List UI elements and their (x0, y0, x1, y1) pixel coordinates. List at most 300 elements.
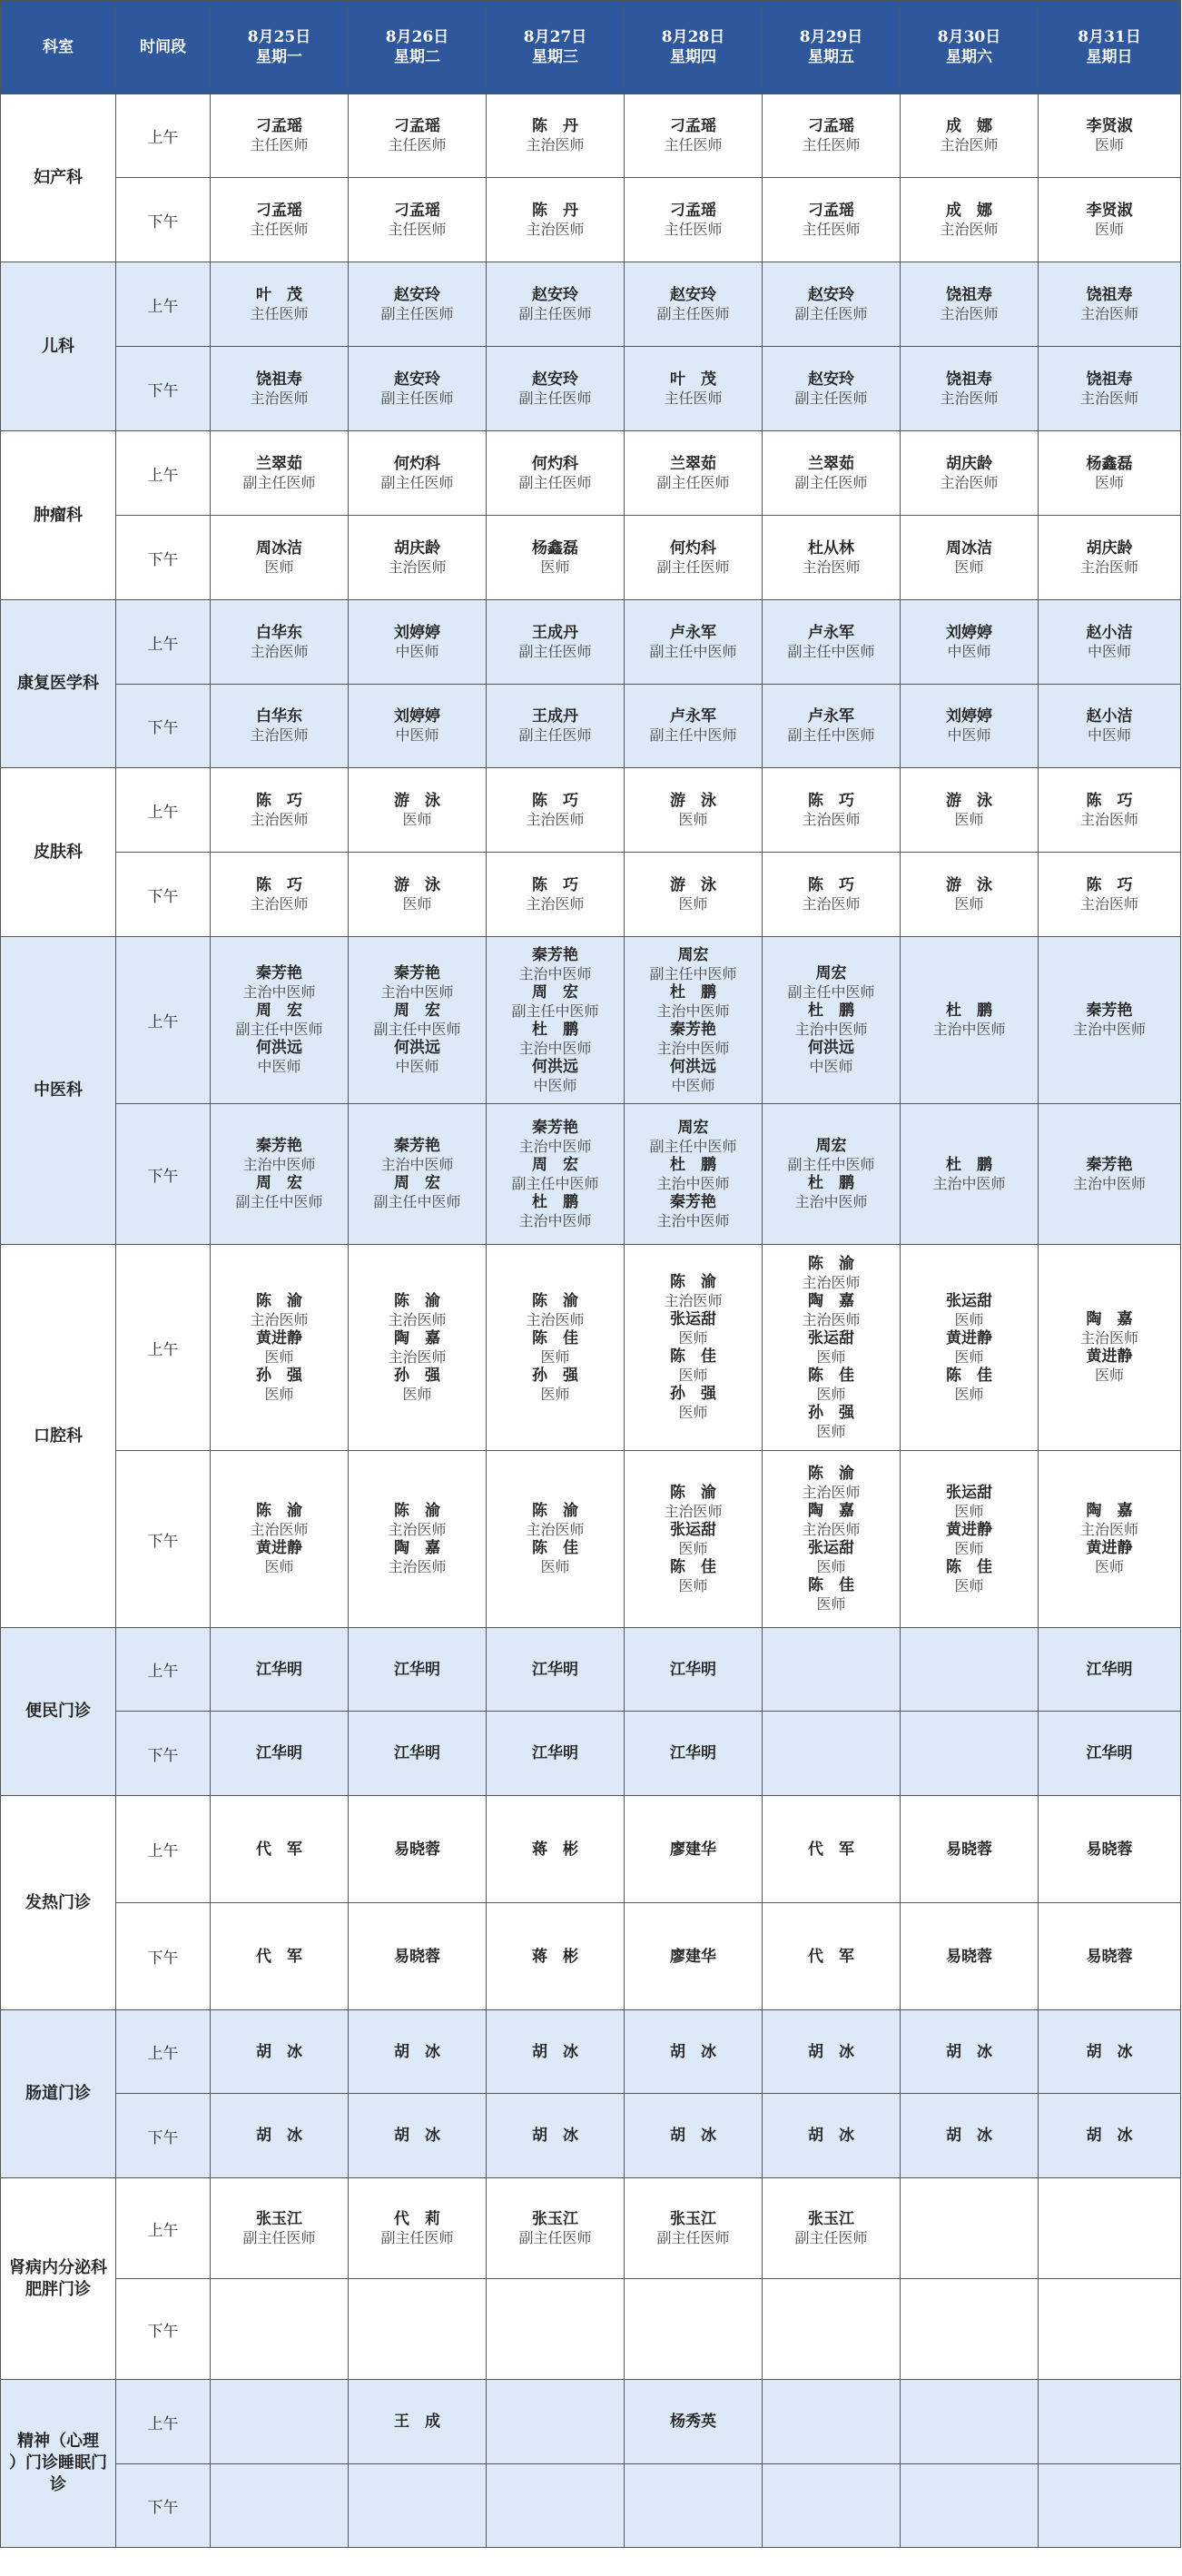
doctor-name: 卢永军 (808, 623, 854, 642)
doctor-entry (625, 1484, 762, 1521)
doctor-title: 副主任医师 (794, 304, 868, 322)
doctor-entry (1039, 1310, 1180, 1347)
department-name: 妇产科 (1, 94, 116, 262)
doctor-entry (349, 1002, 486, 1039)
time-period: 下午 (116, 516, 211, 600)
doctor-entry (211, 1137, 348, 1174)
doctor-entry (625, 1841, 762, 1859)
doctor-entry (763, 707, 900, 745)
doctor-entry (1039, 202, 1180, 239)
schedule-cell (349, 347, 487, 431)
doctor-entry (625, 2043, 762, 2061)
schedule-cell (901, 1796, 1039, 1903)
schedule-row (1, 1796, 1181, 1903)
doctor-entry (211, 1502, 348, 1539)
schedule-cell (211, 600, 349, 685)
schedule-cell (901, 2380, 1039, 2464)
doctor-entry (487, 286, 624, 323)
schedule-cell (211, 1903, 349, 2010)
doctor-name: 胡 冰 (394, 2127, 440, 2145)
doctor-title: 医师 (1094, 473, 1124, 491)
doctor-title: 主任医师 (250, 136, 309, 153)
schedule-cell (763, 600, 901, 685)
doctor-name: 胡 冰 (532, 2127, 578, 2145)
doctor-title: 主治医师 (1079, 304, 1138, 322)
doctor-name: 赵安玲 (808, 285, 854, 304)
doctor-name: 胡 冰 (256, 2042, 302, 2061)
doctor-name: 陈 巧 (532, 875, 578, 894)
schedule-cell (487, 600, 625, 685)
doctor-title: 主治医师 (388, 1310, 447, 1328)
doctor-title: 主治医师 (802, 810, 861, 828)
time-period: 下午 (116, 2279, 211, 2380)
time-period: 上午 (116, 1796, 211, 1903)
doctor-name: 白华东 (256, 707, 302, 725)
schedule-cell (625, 685, 763, 768)
doctor-name: 代 莉 (394, 2209, 440, 2228)
doctor-name: 周 宏 (394, 1002, 440, 1020)
doctor-entry (349, 1661, 486, 1679)
doctor-entry (487, 202, 624, 239)
doctor-name: 孙 强 (256, 1366, 302, 1385)
doctor-title: 中医师 (947, 642, 991, 660)
doctor-name: 何洪远 (256, 1039, 302, 1057)
schedule-cell (349, 1104, 487, 1245)
doctor-name: 江华明 (532, 1660, 578, 1679)
doctor-name: 张运甜 (808, 1328, 854, 1347)
doctor-entry (349, 117, 486, 154)
doctor-entry (625, 1119, 762, 1156)
doctor-name: 刁孟瑶 (394, 201, 440, 220)
header-period: 时间段 (116, 1, 211, 94)
time-period: 下午 (116, 1903, 211, 2010)
schedule-cell (211, 2010, 349, 2094)
doctor-entry (211, 2043, 348, 2061)
time-period: 上午 (116, 2178, 211, 2279)
schedule-cell (487, 1451, 625, 1628)
doctor-name: 陈 渝 (670, 1273, 716, 1291)
doctor-name: 陈 渝 (394, 1502, 440, 1520)
doctor-name: 胡 冰 (946, 2127, 992, 2145)
doctor-title: 副主任中医师 (235, 1193, 323, 1210)
doctor-name: 张玉江 (532, 2209, 578, 2228)
department-name: 便民门诊 (1, 1628, 116, 1796)
doctor-title: 副主任中医师 (511, 1002, 599, 1020)
doctor-title: 主治中医师 (518, 1211, 592, 1229)
schedule-row (1, 431, 1181, 516)
doctor-entry (349, 370, 486, 408)
doctor-entry (763, 1841, 900, 1859)
doctor-name: 游 泳 (394, 791, 440, 810)
doctor-name: 江华明 (1086, 1660, 1133, 1679)
doctor-name: 兰翠茹 (808, 454, 854, 473)
doctor-entry (211, 1661, 348, 1679)
schedule-cell (901, 1712, 1039, 1796)
doctor-title: 副主任中医师 (787, 1156, 875, 1173)
schedule-cell (901, 2178, 1039, 2279)
doctor-title: 中医师 (1087, 726, 1131, 744)
doctor-name: 陈 渝 (670, 1483, 716, 1502)
doctor-entry (901, 1156, 1038, 1193)
doctor-entry (487, 792, 624, 829)
doctor-title: 主治医师 (250, 810, 309, 828)
schedule-row (1, 2380, 1181, 2464)
schedule-cell (763, 94, 901, 178)
schedule-cell (763, 347, 901, 431)
time-period: 下午 (116, 347, 211, 431)
doctor-title: 主治医师 (388, 1558, 447, 1575)
doctor-entry (901, 370, 1038, 408)
doctor-name: 陈 渝 (256, 1291, 302, 1310)
schedule-row (1, 1451, 1181, 1628)
doctor-entry (625, 1021, 762, 1058)
schedule-cell (349, 2094, 487, 2178)
doctor-name: 饶祖寿 (1086, 285, 1133, 304)
doctor-entry (625, 876, 762, 913)
doctor-name: 卢永军 (670, 707, 716, 725)
schedule-row (1, 178, 1181, 262)
header-date: 8月27日 (523, 28, 587, 46)
schedule-cell (211, 1796, 349, 1903)
doctor-entry (625, 1193, 762, 1230)
doctor-title: 副主任医师 (380, 2228, 454, 2246)
doctor-title: 副主任医师 (656, 2228, 730, 2246)
schedule-cell (901, 178, 1039, 262)
header-date: 8月29日 (799, 28, 863, 46)
schedule-cell (487, 768, 625, 853)
doctor-entry (763, 1174, 900, 1211)
schedule-cell (625, 853, 763, 937)
doctor-title: 主任医师 (250, 304, 309, 322)
schedule-cell (349, 1245, 487, 1451)
doctor-name: 江华明 (670, 1660, 716, 1679)
doctor-name: 何洪远 (394, 1039, 440, 1057)
doctor-name: 周冰洁 (946, 538, 992, 558)
schedule-cell (1039, 1451, 1181, 1628)
schedule-cell (1039, 853, 1181, 937)
schedule-cell (1039, 1628, 1181, 1712)
doctor-entry (901, 286, 1038, 323)
doctor-name: 黄进静 (256, 1539, 302, 1557)
doctor-name: 陈 渝 (532, 1502, 578, 1520)
schedule-cell (901, 431, 1039, 516)
department-name: 肾病内分泌科 肥胖门诊 (1, 2178, 116, 2380)
doctor-entry (763, 2210, 900, 2247)
doctor-name: 胡庆龄 (394, 538, 440, 558)
doctor-entry (487, 1292, 624, 1329)
doctor-title: 医师 (264, 1347, 294, 1366)
doctor-entry (1039, 286, 1180, 323)
doctor-name: 杜从林 (808, 538, 854, 558)
header-date: 8月31日 (1078, 28, 1141, 46)
doctor-title: 中医师 (533, 1076, 577, 1094)
schedule-cell (211, 2178, 349, 2279)
schedule-cell (1039, 1903, 1181, 2010)
schedule-cell (211, 2094, 349, 2178)
doctor-name: 周冰洁 (256, 538, 302, 558)
doctor-title: 主治医师 (526, 1521, 585, 1538)
schedule-row (1, 516, 1181, 600)
schedule-cell (211, 853, 349, 937)
doctor-title: 主治中医师 (518, 964, 592, 982)
doctor-name: 刁孟瑶 (256, 117, 302, 135)
schedule-cell (901, 1451, 1039, 1628)
doctor-entry (349, 202, 486, 239)
doctor-name: 周宏 (815, 964, 847, 982)
doctor-entry (1039, 1744, 1180, 1762)
doctor-name: 陈 渝 (394, 1291, 440, 1310)
doctor-name: 易晓蓉 (1086, 1840, 1133, 1859)
doctor-entry (1039, 539, 1180, 577)
doctor-title: 主治医师 (1079, 1521, 1138, 1538)
schedule-cell (625, 94, 763, 178)
doctor-title: 主治中医师 (380, 983, 454, 1001)
doctor-name: 黄进静 (1086, 1539, 1133, 1557)
schedule-cell (1039, 768, 1181, 853)
doctor-name: 陶 嘉 (394, 1328, 440, 1347)
doctor-name: 陈 佳 (808, 1576, 854, 1594)
doctor-name: 张运甜 (946, 1483, 992, 1502)
header-weekday: 星期一 (256, 48, 302, 66)
doctor-title: 中医师 (1087, 642, 1131, 660)
time-period: 下午 (116, 1451, 211, 1628)
schedule-cell (211, 2380, 349, 2464)
schedule-cell (487, 2464, 625, 2548)
doctor-title: 主任医师 (250, 220, 309, 238)
doctor-entry (349, 1367, 486, 1404)
doctor-entry (349, 1329, 486, 1367)
doctor-entry (901, 202, 1038, 239)
doctor-entry (625, 1058, 762, 1095)
schedule-cell (487, 2279, 625, 2380)
schedule-cell (763, 2279, 901, 2380)
doctor-entry (487, 539, 624, 577)
doctor-name: 陈 巧 (1086, 791, 1133, 810)
schedule-row (1, 2010, 1181, 2094)
doctor-entry (901, 624, 1038, 661)
doctor-entry (211, 964, 348, 1002)
doctor-name: 刁孟瑶 (670, 117, 716, 135)
doctor-name: 秦芳艳 (1086, 1002, 1133, 1020)
doctor-title: 主治医师 (250, 894, 309, 913)
doctor-entry (763, 539, 900, 577)
doctor-name: 陈 佳 (532, 1539, 578, 1557)
doctor-title: 主治医师 (940, 473, 999, 491)
doctor-name: 成 娜 (946, 201, 992, 220)
doctor-title: 主治医师 (802, 894, 861, 913)
schedule-row (1, 600, 1181, 685)
header-day-4 (625, 1, 763, 94)
doctor-entry (1039, 455, 1180, 492)
doctor-title: 副主任中医师 (649, 1137, 737, 1155)
doctor-name: 杜 鹏 (532, 1020, 578, 1039)
doctor-title: 主治中医师 (656, 1039, 730, 1057)
doctor-entry (487, 117, 624, 154)
doctor-title: 中医师 (395, 642, 439, 660)
doctor-entry (763, 1367, 900, 1404)
department-name: 中医科 (1, 937, 116, 1245)
doctor-name: 饶祖寿 (1086, 370, 1133, 389)
schedule-cell (349, 2178, 487, 2279)
schedule-cell (901, 2279, 1039, 2380)
doctor-entry (763, 964, 900, 1002)
doctor-name: 王成丹 (532, 623, 578, 642)
doctor-entry (211, 1367, 348, 1404)
doctor-name: 黄进静 (946, 1520, 992, 1539)
schedule-cell (625, 1245, 763, 1451)
schedule-cell (487, 2094, 625, 2178)
doctor-entry (349, 1948, 486, 1966)
doctor-entry (487, 1367, 624, 1404)
doctor-entry (211, 1174, 348, 1211)
doctor-entry (349, 2127, 486, 2145)
doctor-entry (625, 1273, 762, 1310)
schedule-cell (625, 1712, 763, 1796)
schedule-cell (901, 1628, 1039, 1712)
doctor-title: 中医师 (257, 1058, 301, 1075)
doctor-title: 主任医师 (802, 220, 861, 238)
header-day-6 (901, 1, 1039, 94)
doctor-name: 蒋 彬 (532, 1947, 578, 1966)
doctor-entry (211, 455, 348, 492)
doctor-entry (349, 286, 486, 323)
doctor-name: 张玉江 (256, 2209, 302, 2228)
doctor-title: 主治医师 (388, 558, 447, 576)
schedule-cell (1039, 1245, 1181, 1451)
doctor-name: 秦芳艳 (256, 1137, 302, 1155)
header-dept: 科室 (1, 1, 116, 94)
doctor-title: 主任医师 (802, 136, 861, 153)
schedule-cell (763, 685, 901, 768)
doctor-name: 杜 鹏 (532, 1192, 578, 1211)
doctor-title: 中医师 (395, 1058, 439, 1075)
doctor-title: 主治医师 (526, 810, 585, 828)
doctor-name: 秦芳艳 (670, 1192, 716, 1211)
doctor-title: 主治医师 (1079, 389, 1138, 407)
schedule-cell (625, 1451, 763, 1628)
header-date: 8月26日 (385, 28, 449, 46)
header-weekday: 星期六 (946, 48, 992, 66)
doctor-name: 陈 巧 (1086, 875, 1133, 894)
schedule-cell (1039, 94, 1181, 178)
doctor-entry (625, 2413, 762, 2431)
schedule-cell (901, 2094, 1039, 2178)
doctor-title: 副主任医师 (518, 642, 592, 660)
doctor-name: 周 宏 (256, 1174, 302, 1192)
doctor-name: 卢永军 (670, 623, 716, 642)
doctor-name: 周 宏 (394, 1174, 440, 1192)
schedule-cell (1039, 2279, 1181, 2380)
doctor-entry (349, 624, 486, 661)
doctor-title: 主治中医师 (242, 1156, 316, 1173)
doctor-name: 黄进静 (946, 1328, 992, 1347)
doctor-name: 周 宏 (256, 1002, 302, 1020)
doctor-entry (1039, 1156, 1180, 1193)
doctor-entry (487, 2127, 624, 2145)
doctor-title: 副主任医师 (380, 389, 454, 407)
schedule-cell (625, 768, 763, 853)
schedule-cell (901, 516, 1039, 600)
header-weekday: 星期日 (1086, 48, 1133, 66)
schedule-row (1, 853, 1181, 937)
doctor-title: 主治医师 (1079, 894, 1138, 913)
department-name: 儿科 (1, 262, 116, 431)
doctor-name: 周 宏 (532, 1155, 578, 1174)
doctor-name: 张运甜 (808, 1539, 854, 1557)
header-day-1 (211, 1, 349, 94)
doctor-name: 代 军 (808, 1947, 854, 1966)
schedule-cell (625, 2010, 763, 2094)
doctor-entry (1039, 1347, 1180, 1385)
doctor-entry (763, 1292, 900, 1329)
schedule-cell (763, 2380, 901, 2464)
schedule-cell (349, 431, 487, 516)
schedule-cell (349, 2464, 487, 2548)
doctor-name: 孙 强 (808, 1403, 854, 1422)
doctor-entry (487, 983, 624, 1021)
schedule-cell (901, 94, 1039, 178)
schedule-cell (211, 685, 349, 768)
doctor-entry (763, 1039, 900, 1076)
doctor-name: 胡 冰 (670, 2127, 716, 2145)
doctor-entry (1039, 1661, 1180, 1679)
doctor-entry (763, 876, 900, 913)
schedule-cell (625, 1796, 763, 1903)
doctor-entry (763, 1948, 900, 1966)
schedule-cell (901, 600, 1039, 685)
doctor-title: 主治中医师 (932, 1174, 1006, 1192)
doctor-name: 黄进静 (256, 1328, 302, 1347)
schedule-cell (901, 768, 1039, 853)
schedule-row (1, 1712, 1181, 1796)
schedule-cell (763, 1451, 901, 1628)
doctor-entry (487, 1156, 624, 1193)
doctor-title: 主治中医师 (380, 1156, 454, 1173)
doctor-name: 易晓蓉 (1086, 1947, 1133, 1966)
schedule-cell (625, 2094, 763, 2178)
doctor-name: 赵安玲 (808, 370, 854, 389)
time-period: 上午 (116, 600, 211, 685)
doctor-entry (901, 1948, 1038, 1966)
schedule-cell (349, 1628, 487, 1712)
doctor-entry (1039, 1502, 1180, 1539)
doctor-title: 医师 (1094, 1367, 1124, 1384)
doctor-name: 卢永军 (808, 707, 854, 725)
doctor-entry (625, 707, 762, 745)
schedule-row (1, 2094, 1181, 2178)
doctor-entry (901, 876, 1038, 913)
doctor-name: 江华明 (670, 1744, 716, 1762)
doctor-title: 主治医师 (526, 894, 585, 913)
schedule-cell (487, 2178, 625, 2279)
doctor-name: 陶 嘉 (808, 1291, 854, 1310)
schedule-cell (901, 853, 1039, 937)
schedule-cell (1039, 685, 1181, 768)
doctor-name: 叶 茂 (670, 370, 716, 389)
doctor-entry (763, 202, 900, 239)
schedule-cell (1039, 1796, 1181, 1903)
doctor-name: 陈 佳 (532, 1328, 578, 1347)
doctor-name: 胡 冰 (808, 2042, 854, 2061)
schedule-cell (763, 937, 901, 1104)
doctor-name: 赵小洁 (1086, 623, 1133, 642)
doctor-name: 易晓蓉 (946, 1947, 992, 1966)
doctor-title: 副主任医师 (518, 726, 592, 744)
doctor-name: 江华明 (394, 1660, 440, 1679)
doctor-entry (211, 1948, 348, 1966)
doctor-title: 副主任医师 (380, 304, 454, 322)
schedule-cell (901, 2010, 1039, 2094)
